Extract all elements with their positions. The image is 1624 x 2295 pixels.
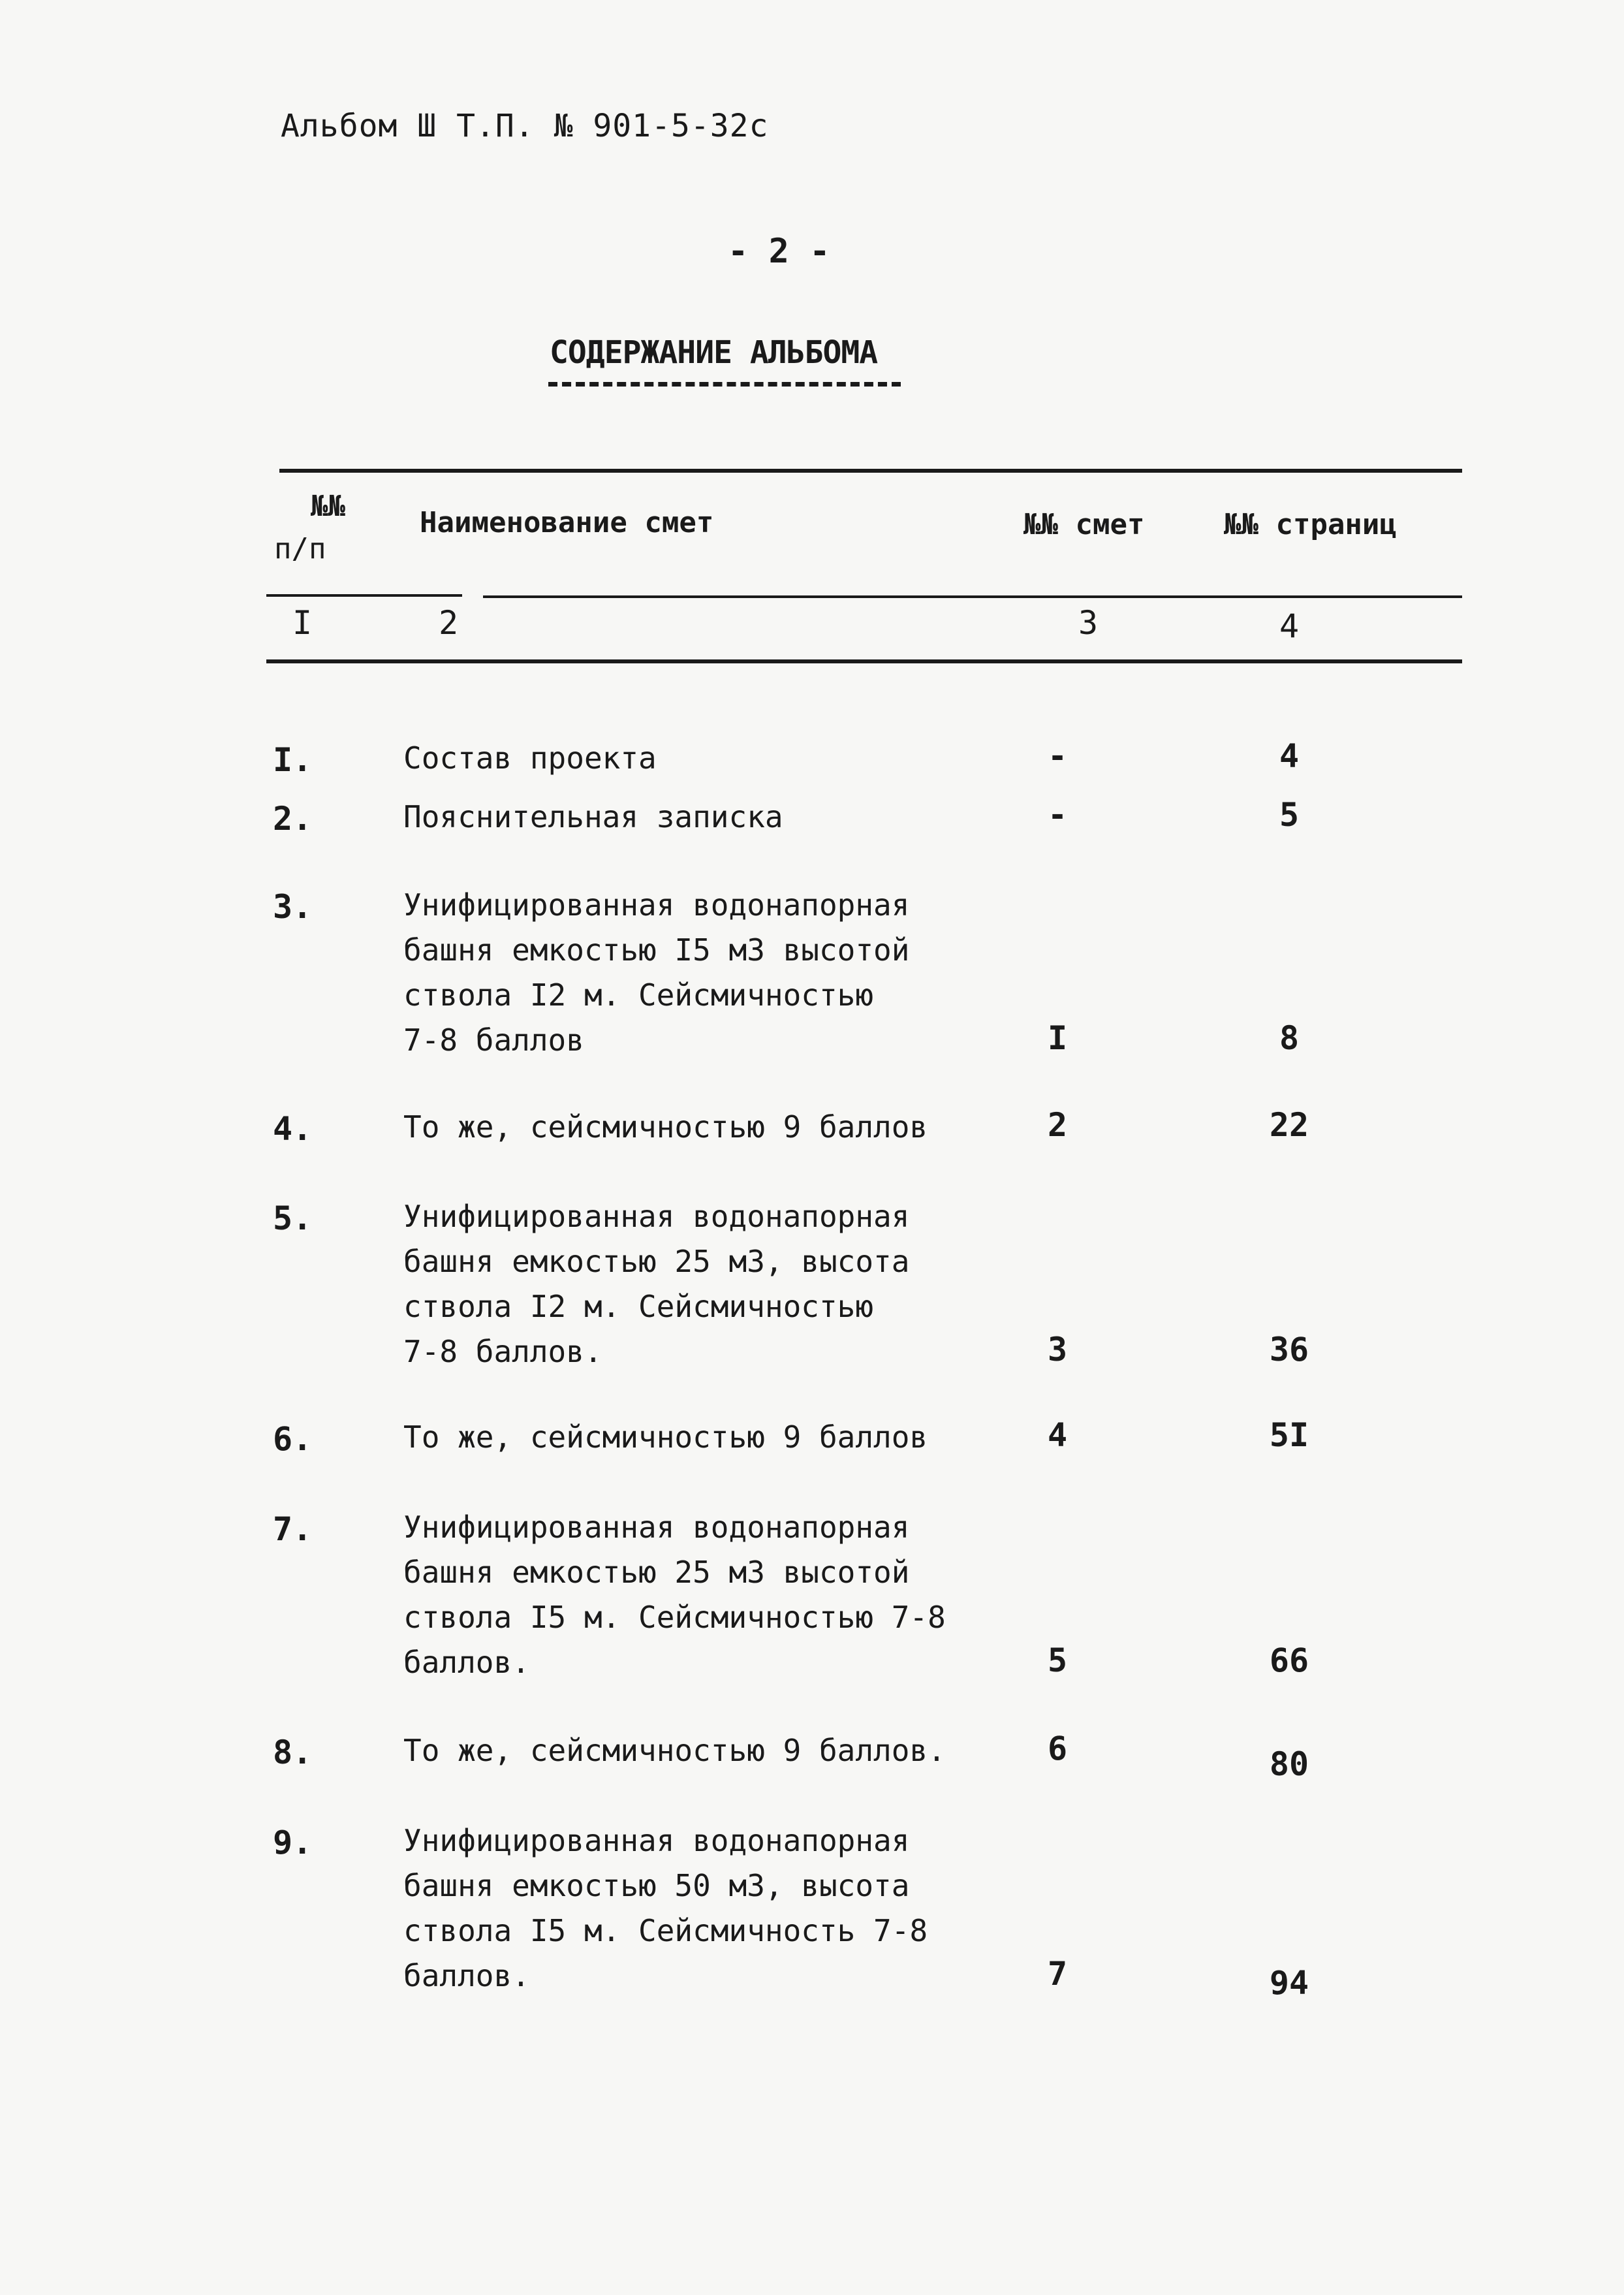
row-page-number: 80 bbox=[1269, 1745, 1309, 1783]
column-number: 4 bbox=[1279, 607, 1300, 645]
row-estimate-name bbox=[403, 795, 783, 840]
estimate-name-line: То же, сейсмичностью 9 баллов bbox=[403, 1109, 928, 1145]
row-page-number: 4 bbox=[1279, 737, 1300, 775]
row-estimate-number: 6 bbox=[1047, 1730, 1068, 1767]
estimate-name-line: башня емкостью 25 м3, высота bbox=[403, 1244, 910, 1279]
album-reference: Альбом Ш Т.П. № 901-5-32с bbox=[281, 108, 769, 144]
row-number: 9. bbox=[273, 1824, 313, 1861]
estimate-name-line: То же, сейсмичностью 9 баллов. bbox=[403, 1733, 946, 1768]
header-number-abbrev: п/п bbox=[274, 532, 326, 565]
column-number: I bbox=[292, 604, 313, 642]
row-estimate-number: 3 bbox=[1047, 1331, 1068, 1369]
row-number: 2. bbox=[273, 800, 313, 838]
estimate-name-line: Унифицированная водонапорная bbox=[403, 1199, 910, 1234]
row-page-number: 66 bbox=[1269, 1641, 1309, 1679]
title-underline bbox=[548, 382, 901, 387]
estimate-name-line: 7-8 баллов. bbox=[403, 1334, 602, 1369]
document-title: СОДЕРЖАНИЕ АЛЬБОМА bbox=[550, 334, 878, 371]
row-number: 5. bbox=[273, 1199, 313, 1237]
row-page-number: 94 bbox=[1269, 1964, 1309, 2002]
column-number: 2 bbox=[439, 604, 459, 642]
estimate-name-line: ствола I5 м. Сейсмичностью 7-8 bbox=[403, 1600, 946, 1635]
estimate-name-line: баллов. bbox=[403, 1645, 530, 1680]
row-number: 7. bbox=[273, 1510, 313, 1548]
column-number: 3 bbox=[1078, 604, 1099, 642]
row-estimate-name bbox=[403, 883, 909, 1063]
header-page-numbers: №№ страниц bbox=[1224, 508, 1397, 541]
row-estimate-number: - bbox=[1047, 796, 1068, 834]
row-estimate-number: 2 bbox=[1047, 1106, 1068, 1144]
row-page-number: 36 bbox=[1269, 1331, 1309, 1369]
estimate-name-line: То же, сейсмичностью 9 баллов bbox=[403, 1419, 928, 1455]
row-estimate-name bbox=[403, 1194, 909, 1374]
row-number: 6. bbox=[273, 1420, 313, 1458]
row-estimate-number: - bbox=[1047, 737, 1068, 775]
row-estimate-name bbox=[403, 736, 657, 781]
estimate-name-line: ствола I2 м. Сейсмичностью bbox=[403, 1289, 874, 1324]
estimate-name-line: ствола I5 м. Сейсмичность 7-8 bbox=[403, 1913, 928, 1948]
estimate-name-line: башня емкостью I5 м3 высотой bbox=[403, 932, 910, 968]
row-page-number: 5I bbox=[1269, 1416, 1309, 1454]
estimate-name-line: баллов. bbox=[403, 1958, 530, 1993]
row-estimate-name bbox=[403, 1728, 946, 1773]
page-number: - 2 - bbox=[728, 232, 830, 271]
estimate-name-line: башня емкостью 50 м3, высота bbox=[403, 1868, 910, 1903]
header-rule-right bbox=[483, 595, 1462, 598]
estimate-name-line: Пояснительная записка bbox=[403, 799, 783, 834]
estimate-name-line: Унифицированная водонапорная bbox=[403, 1823, 910, 1858]
row-page-number: 22 bbox=[1269, 1106, 1309, 1144]
row-estimate-number: I bbox=[1047, 1019, 1068, 1057]
row-estimate-name bbox=[403, 1105, 928, 1150]
row-number: I. bbox=[273, 741, 313, 779]
row-number: 4. bbox=[273, 1110, 313, 1148]
estimate-name-line: Унифицированная водонапорная bbox=[403, 1510, 910, 1545]
estimate-name-line: 7-8 баллов bbox=[403, 1022, 584, 1058]
header-rule-left bbox=[266, 594, 462, 597]
row-estimate-name bbox=[403, 1818, 928, 1999]
header-estimate-numbers: №№ смет bbox=[1023, 508, 1145, 541]
table-top-rule bbox=[279, 469, 1462, 473]
header-estimate-name: Наименование смет bbox=[420, 506, 714, 539]
row-estimate-number: 5 bbox=[1047, 1641, 1068, 1679]
row-number: 8. bbox=[273, 1733, 313, 1771]
row-number: 3. bbox=[273, 888, 313, 926]
estimate-name-line: башня емкостью 25 м3 высотой bbox=[403, 1555, 910, 1590]
row-estimate-number: 7 bbox=[1047, 1955, 1068, 1993]
estimate-name-line: Унифицированная водонапорная bbox=[403, 887, 910, 923]
estimate-name-line: ствола I2 м. Сейсмичностью bbox=[403, 977, 874, 1013]
header-number-symbol: №№ bbox=[311, 490, 345, 523]
row-estimate-name bbox=[403, 1415, 928, 1460]
column-numbers-rule bbox=[266, 659, 1462, 663]
row-page-number: 5 bbox=[1279, 796, 1300, 834]
row-page-number: 8 bbox=[1279, 1019, 1300, 1057]
row-estimate-name bbox=[403, 1505, 946, 1685]
row-estimate-number: 4 bbox=[1047, 1416, 1068, 1454]
estimate-name-line: Состав проекта bbox=[403, 740, 657, 776]
